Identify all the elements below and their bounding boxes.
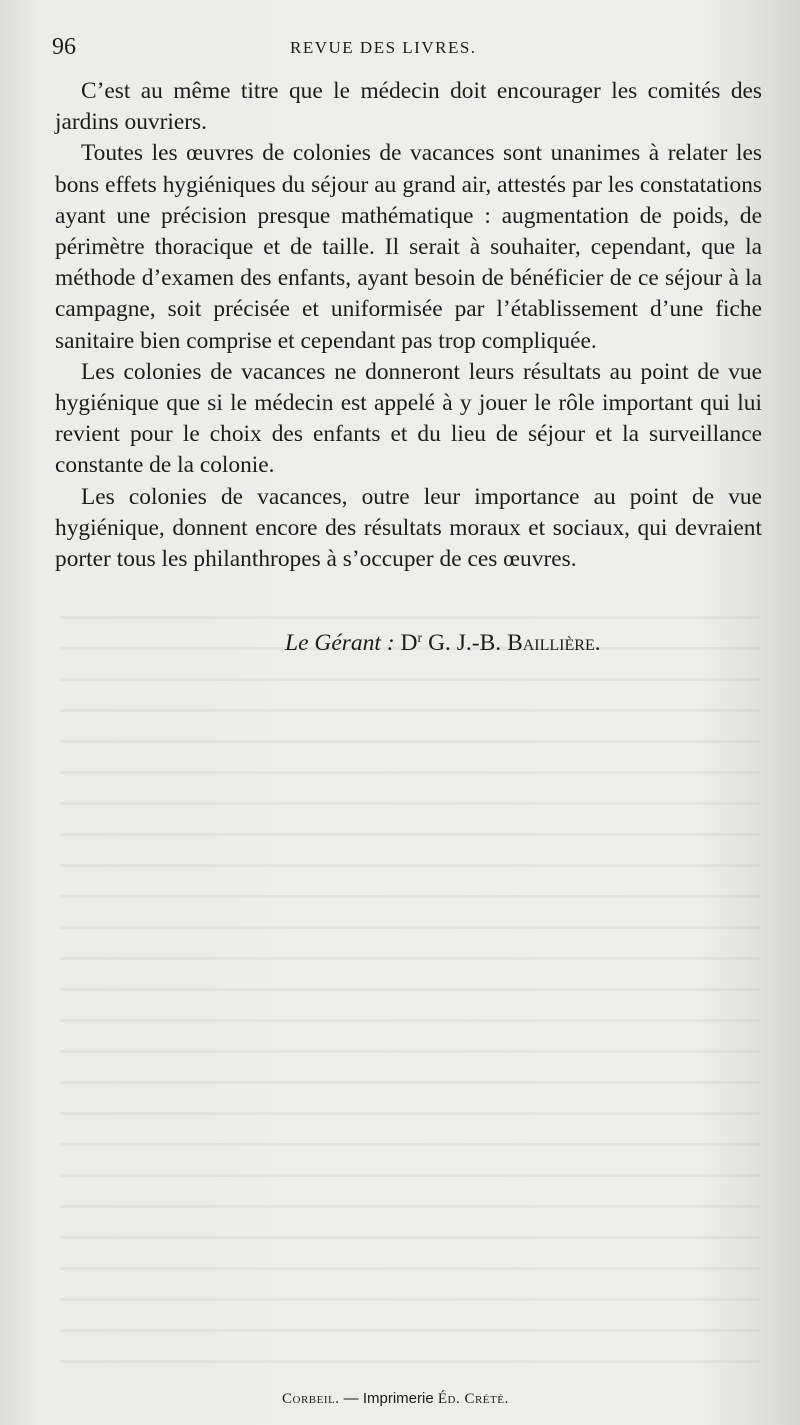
signature-initials: G. J.-B. <box>428 630 502 656</box>
imprint-separator: — <box>343 1390 359 1407</box>
page-number: 96 <box>52 34 76 60</box>
paragraph: Les colonies de vacances ne donneront leurs résultats au point de vue hygiénique que si le médecin est appelé à y jouer le rôle important qui lui revient pour le choix des enfants et du lieu de séjour et la surveillance constante de la colonie. <box>55 358 762 479</box>
running-title: REVUE DES LIVRES. <box>290 38 477 57</box>
paragraph: C’est au même titre que le médecin doit encourager les comités des jardins ouvriers. <box>55 78 762 136</box>
signature-title: D <box>400 630 418 656</box>
paragraph: Toutes les œuvres de colonies de vacances sont unanimes à relater les bons effets hygiéniques du séjour au grand air, attestés par les constatations ayant une précision presque mathématique : augmentation de poids, de périmètre thoracique et de taille. Il serait à souhaiter, cependant, que la méthode d’examen des enfants, ayant besoin de bénéficier de ce séjour à la campagne, soit précisée et uniformisée par l’établissement d’une fiche sanitaire bien comprise et cependant pas trop compliquée. <box>55 140 762 354</box>
imprint-printer-name: Éd. Crété. <box>437 1391 509 1407</box>
show-through-texture <box>60 600 760 1380</box>
signature-surname: Baillière. <box>507 630 601 656</box>
imprint-city: Corbeil. <box>282 1391 340 1407</box>
signature-title-sup: r <box>417 631 423 646</box>
body-text <box>55 76 762 575</box>
signature <box>285 630 601 657</box>
paragraph: Les colonies de vacances, outre leur importance au point de vue hygiénique, donnent encore des résultats moraux et sociaux, qui devraient porter tous les philanthropes à s’occuper de ces œuvres. <box>55 483 762 573</box>
signature-role: Le Gérant : <box>285 630 395 656</box>
printer-imprint <box>282 1390 509 1408</box>
imprint-printer: Imprimerie <box>362 1390 434 1407</box>
